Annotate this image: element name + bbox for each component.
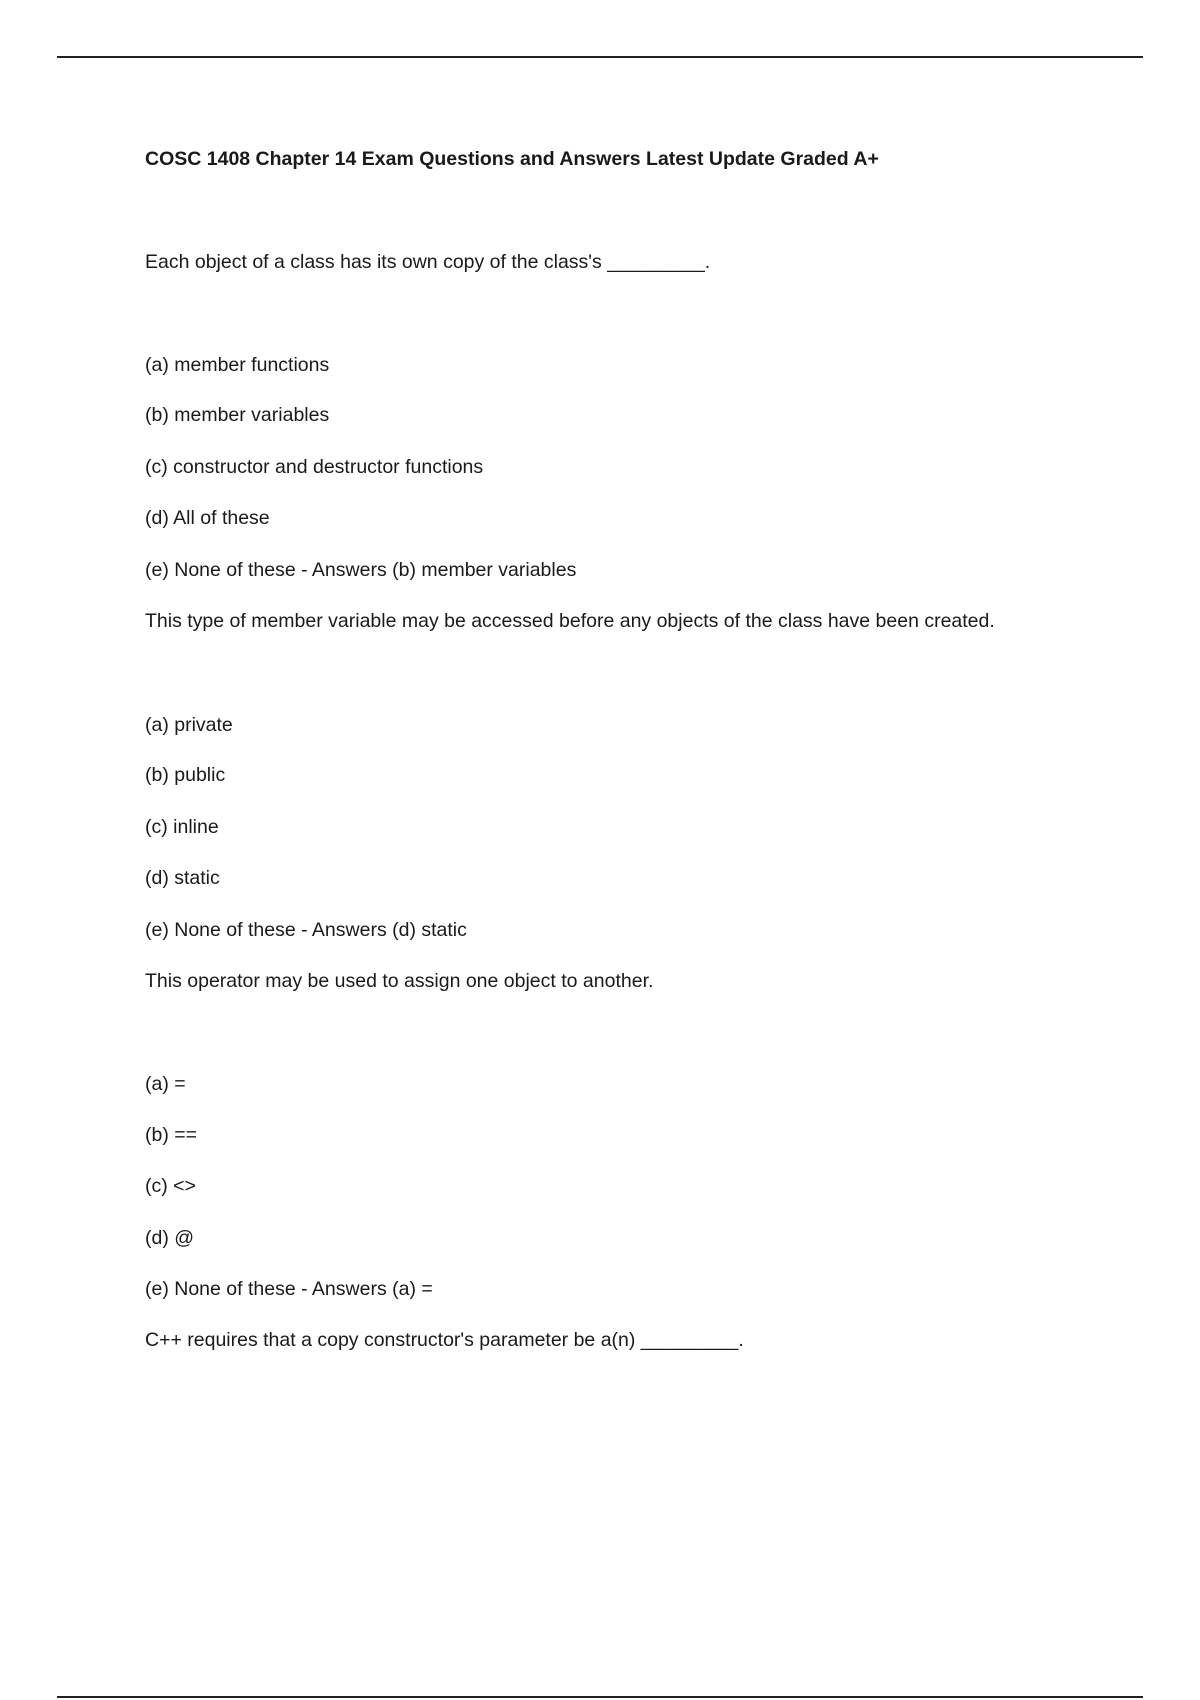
question-1-option-c: (c) constructor and destructor functions [145,456,484,478]
question-3-option-d: (d) @ [145,1227,195,1249]
question-2-option-d: (d) static [145,867,220,889]
question-3-option-c: (c) <> [145,1175,196,1197]
question-2-option-c: (c) inline [145,816,219,838]
question-3-text: This operator may be used to assign one object to another. [145,970,654,992]
question-1-option-d: (d) All of these [145,507,270,529]
question-2-option-b: (b) public [145,764,226,786]
question-1-text: Each object of a class has its own copy of the class's _________. [145,251,711,273]
footer-rule [57,1696,1143,1698]
question-4-text: C++ requires that a copy constructor's parameter be a(n) _________. [145,1329,744,1351]
question-1-option-b: (b) member variables [145,404,330,426]
question-2-option-e-answer: (e) None of these - Answers (d) static [145,919,467,941]
question-1-option-e-answer: (e) None of these - Answers (b) member variables [145,559,577,581]
question-3-option-b: (b) == [145,1124,198,1146]
question-2-text: This type of member variable may be accessed before any objects of the class have been created. [145,610,995,632]
document-title: COSC 1408 Chapter 14 Exam Questions and Answers Latest Update Graded A+ [145,148,879,170]
question-2-option-a: (a) private [145,714,233,736]
header-rule [57,56,1143,58]
question-3-option-a: (a) = [145,1073,186,1095]
question-1-option-a: (a) member functions [145,354,330,376]
question-3-option-e-answer: (e) None of these - Answers (a) = [145,1278,433,1300]
